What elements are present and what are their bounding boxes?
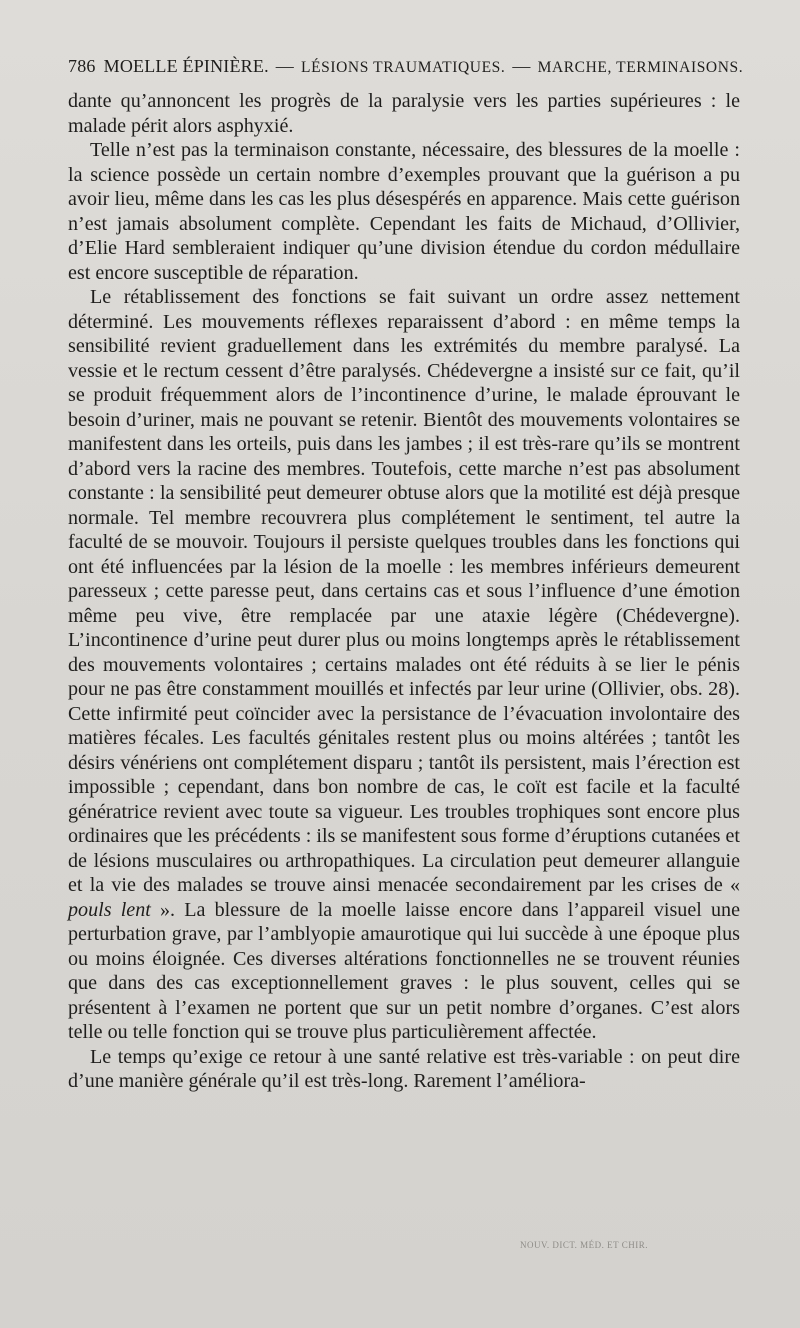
paragraph-continuation: dante qu’annoncent les progrès de la paralysie vers les parties supérieures : le malade périt alors asphyxié. bbox=[68, 90, 740, 137]
paragraph: Le temps qu’exige ce retour à une santé relative est très-variable : on peut dire d’une manière générale qu’il est très-long. Rarement l’améliora- bbox=[68, 1045, 740, 1092]
body-text bbox=[68, 89, 740, 1094]
header-separator: — bbox=[512, 56, 531, 76]
paragraph-text: Le rétablissement des fonctions se fait suivant un ordre assez nettement déterminé. Les mouvements réflexes reparaissent d’abord : en même temps la sensibilité revient graduellement dans les extrémités du membre paralysé. La vessie et le rectum cessent d’être paralysés. Chédevergne a insisté sur ce fait, qu’il se produit fréquemment alors de l’incontinence d’urine, le malade éprouvant le besoin d’uriner, mais ne pouvant se retenir. Bientôt des mouvements volontaires se manifestent dans les orteils, puis dans les jambes ; il est très-rare qu’ils se montrent d’abord vers la racine des membres. Toutefois, cette marche n’est pas absolument constante : la sensibilité peut demeurer obtuse alors que la motilité est déjà presque normale. Tel membre recouvrera plus complétement le sentiment, tel autre la faculté de se mouvoir. Toujours il persiste quelques troubles dans les fonctions qui ont été influencées par la lésion de la moelle : les membres inférieurs demeurent paresseux ; cette paresse peut, dans certains cas et sous l’influence d’une émotion même peu vive, être remplacée par une ataxie légère (Chédevergne). L’incontinence d’urine peut durer plus ou moins longtemps après le rétablissement des mouvements volontaires ; certains malades ont été réduits à se lier le pénis pour ne pas être constamment mouillés et infectés par leur urine (Ollivier, obs. 28). Cette infirmité peut coïncider avec la persistance de l’évacuation involontaire des matières fécales. Les facultés génitales restent plus ou moins altérées ; tantôt les désirs vénériens ont complétement disparu ; tantôt ils persistent, mais l’érection est impossible ; cependant, dans bon nombre de cas, le coït est facile et la faculté génératrice revient avec toute sa vigueur. Les troubles trophiques sont encore plus ordinaires que les précédents : ils se manifestent sous forme d’éruptions cutanées et de lésions musculaires ou arthropathiques. La circulation peut demeurer allanguie et la vie des malades se trouve ainsi menacée secondairement par les crises de « bbox=[68, 286, 740, 896]
printer-signature: NOUV. DICT. MÉD. ET CHIR. bbox=[520, 1240, 649, 1250]
header-section: LÉSIONS TRAUMATIQUES. bbox=[301, 59, 506, 76]
paragraph bbox=[68, 285, 740, 1045]
page-number: 786 bbox=[68, 56, 96, 76]
header-separator: — bbox=[275, 56, 294, 76]
paragraph-text: ». La blessure de la moelle laisse encore dans l’appareil visuel une perturbation grave, par l’amblyopie amaurotique qui lui succède à une époque plus ou moins éloignée. Ces diverses altérations fonctionnelles ne se trouvent réunies que dans des cas exceptionnellement graves : le plus souvent, celles qui se présentent à l’examen ne portent que sur un petit nombre d’organes. C’est alors telle ou telle fonction qui se trouve plus particulièrement affectée. bbox=[68, 898, 740, 1043]
running-header bbox=[68, 56, 744, 84]
header-subsection: MARCHE, TERMINAISONS. bbox=[537, 59, 744, 76]
italic-term: pouls lent bbox=[68, 898, 151, 921]
header-title: MOELLE ÉPINIÈRE. bbox=[103, 56, 269, 76]
paragraph: Telle n’est pas la terminaison constante, nécessaire, des blessures de la moelle : la science possède un certain nombre d’exemples prouvant que la guérison a pu avoir lieu, même dans les cas les plus désespérés en apparence. Mais cette guérison n’est jamais absolument complète. Cependant les faits de Michaud, d’Ollivier, d’Elie Hard sembleraient indiquer qu’une division étendue du cordon médullaire est encore susceptible de réparation. bbox=[68, 139, 740, 284]
